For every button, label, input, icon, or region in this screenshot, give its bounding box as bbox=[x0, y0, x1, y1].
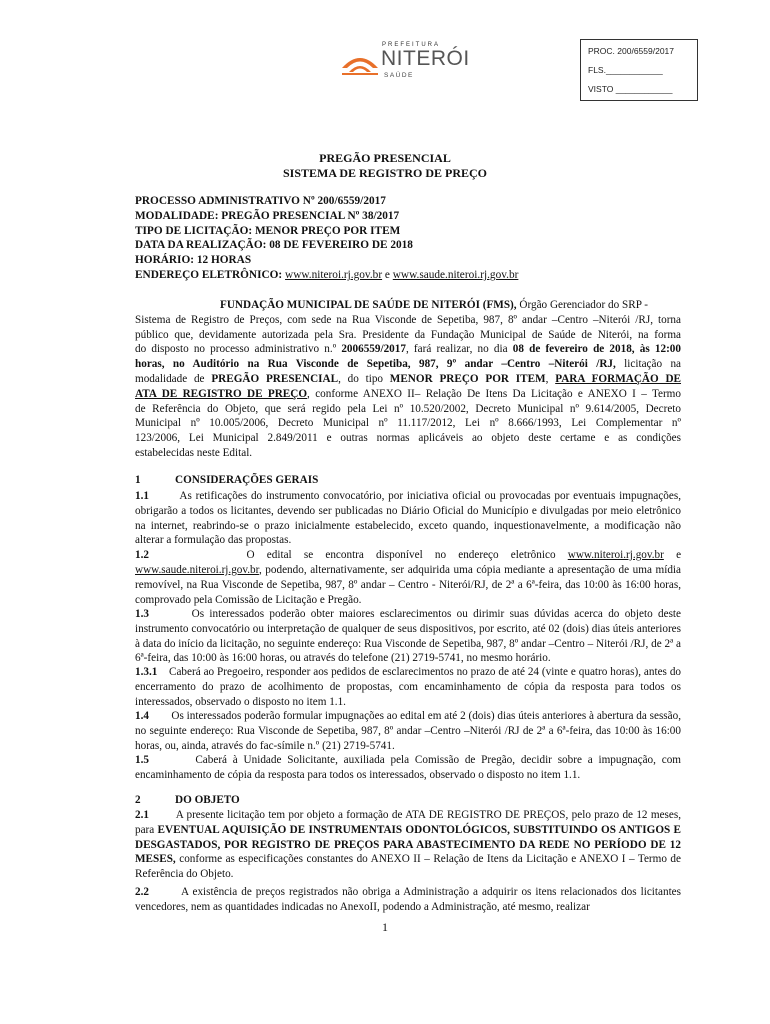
item-text: Os interessados poderão obter maiores esclarecimentos ou dirimir suas dúvidas acerca do objeto deste instrumento convocatório ou interpretação de qualquer de seus dispositivos, por escrito, até 02 (dois) dias úteis anteriores à data do início da licitação, no seguinte endereço: Rua Visconde de Sepetiba, 987, 8º andar –Centro – Niterói /RJ, de 2ª a 6ª-feira, das 10:00 às 16:00 horas, ou através do telefone (21) 2719-5741, no mesmo horário. bbox=[135, 608, 681, 665]
intro-line-5 bbox=[135, 357, 681, 372]
protocol-visto: VISTO ____________ bbox=[588, 84, 673, 94]
item-number: 1.2 bbox=[135, 549, 149, 561]
intro-text: modalidade de bbox=[135, 373, 212, 385]
item-text: e bbox=[676, 549, 682, 561]
intro-text: , do tipo bbox=[338, 373, 390, 385]
paragraph-1-4 bbox=[135, 709, 681, 753]
section-1-number: 1 bbox=[135, 474, 141, 486]
item-text: As retificações do instrumento convocatório, por iniciativa oficial ou provocadas por eventuais impugnações, obrigarão a todos os licitantes, devendo ser publicadas no Diário Oficial do Município e divulgadas por meio eletrônico na internet, reabrindo-se o prazo inicialmente estabelecido, exceto quando, inquestionavelmente, a modificação não alterar a formulação das propostas. bbox=[135, 490, 681, 547]
link-saude-niteroi[interactable]: www.saude.niteroi.rj.gov.br bbox=[135, 564, 259, 576]
item-text: conforme as especificações constantes do ANEXO II – Relação de Itens da Licitação e ANEXO I – Termo de Referência do Objeto. bbox=[135, 853, 681, 881]
intro-text: , conforme ANEXO II– Relação De Itens Da Licitação e ANEXO I – Termo bbox=[307, 388, 681, 400]
data-line: DATA DA REALIZAÇÃO: 08 DE FEVEREIRO DE 2018 bbox=[135, 239, 413, 252]
paragraph-2-1 bbox=[135, 808, 681, 882]
link-saude-niteroi[interactable]: www.saude.niteroi.rj.gov.br bbox=[392, 268, 519, 281]
page-number: 1 bbox=[382, 920, 388, 934]
intro-process-number: 2006559/2017 bbox=[341, 343, 406, 355]
intro-text: , bbox=[545, 373, 556, 385]
intro-line-7 bbox=[135, 387, 681, 402]
item-number: 1.5 bbox=[135, 754, 149, 766]
paragraph-1-2-rest bbox=[135, 563, 681, 607]
item-number: 2.1 bbox=[135, 809, 149, 821]
item-text: Caberá à Unidade Solicitante, auxiliada pela Comissão de Pregão, decidir sobre a impugnação, com encaminhamento de cópia da resposta para todos os interessados, observado o disposto no item 1.1. bbox=[135, 754, 681, 781]
item-number: 1.3 bbox=[135, 608, 149, 620]
processo-line: PROCESSO ADMINISTRATIVO Nº 200/6559/2017 bbox=[135, 195, 386, 207]
page-title: PREGÃO PRESENCIAL bbox=[319, 151, 451, 165]
logo-prefeitura-text: PREFEITURA bbox=[382, 42, 441, 48]
protocol-box bbox=[580, 39, 698, 101]
link-niteroi[interactable]: www.niteroi.rj.gov.br bbox=[567, 549, 664, 561]
intro-location: horas, no Auditório na Rua Visconde de Sepetiba, 987, 9º andar –Centro –Niterói /RJ, bbox=[135, 358, 616, 370]
tipo-line: TIPO DE LICITAÇÃO: MENOR PREÇO POR ITEM bbox=[135, 224, 401, 237]
modalidade-line: MODALIDADE: PREGÃO PRESENCIAL Nº 38/2017 bbox=[135, 209, 400, 222]
intro-line-1 bbox=[220, 298, 681, 313]
intro-ata: ATA DE REGISTRO DE PREÇO bbox=[135, 388, 308, 400]
intro-modalidade: PREGÃO PRESENCIAL bbox=[211, 373, 339, 385]
intro-line-4 bbox=[135, 342, 681, 357]
endereco-label: ENDEREÇO ELETRÔNICO: bbox=[135, 268, 283, 281]
object-description: EVENTUAL AQUISIÇÃO DE INSTRUMENTAIS ODONTOLÓGICOS, SUBSTITUINDO OS ANTIGOS E DESGASTADOS, POR REGISTRO DE PREÇOS PARA ABASTECIMENTO DA REDE NO PERÍODO DE 12 MESES, bbox=[135, 823, 681, 866]
item-text: A presente licitação tem por objeto a formação de ATA DE REGISTRO DE PREÇOS, pelo prazo de 12 meses, para bbox=[135, 809, 682, 836]
intro-tipo: MENOR PREÇO POR ITEM bbox=[389, 373, 546, 385]
item-text: A existência de preços registrados não obriga a Administração a adquirir os itens relacionados dos licitantes vencedores, nem as quantidades indicadas no AnexoII, podendo a Administração, até mesmo, realizar bbox=[135, 886, 681, 913]
section-2-heading: DO OBJETO bbox=[175, 794, 240, 806]
item-text: Caberá ao Pregoeiro, responder aos pedidos de esclarecimentos no prazo de até 24 (vinte e quatro horas), antes do encerramento do prazo de acolhimento de propostas, com encaminhamento de cópia da resposta para todos os interessados, observado o disposto no item 1.1. bbox=[135, 666, 682, 708]
horario-line: HORÁRIO: 12 HORAS bbox=[135, 254, 252, 267]
process-info bbox=[135, 194, 518, 283]
intro-line-2: Sistema de Registro de Preços, com sede na Rua Visconde de Sepetiba, 987, 8º andar –Centro –Niterói /RJ, torna bbox=[135, 314, 681, 326]
section-1-heading: CONSIDERAÇÕES GERAIS bbox=[175, 474, 319, 486]
paragraph-2-2 bbox=[135, 885, 681, 915]
item-number: 1.4 bbox=[135, 710, 149, 722]
item-number: 1.3.1 bbox=[135, 666, 158, 678]
logo-city-text: NITERÓI bbox=[381, 47, 470, 70]
paragraph-1-2-line-1 bbox=[135, 548, 681, 563]
endereco-line bbox=[135, 268, 518, 283]
item-text: , podendo, alternativamente, ser adquirida uma cópia mediante a apresentação de uma mídia removível, na Rua Visconde de Sepetiba, 987, 8º andar – Centro - Niterói/RJ, de 2ª a 6ª-feira, das 10:00 às 16:00 horas, comprovado pela Comissão de Licitação e Pregão. bbox=[135, 564, 681, 606]
paragraph-1-3-1 bbox=[135, 665, 681, 709]
logo-sub-text: SAÚDE bbox=[384, 72, 414, 79]
item-number: 2.2 bbox=[135, 886, 149, 898]
intro-line-8: de Referência do Objeto, que será regido pela Lei nº 10.520/2002, Decreto Municipal nº 9.614/2005, Decreto bbox=[135, 403, 681, 415]
item-text: O edital se encontra disponível no endereço eletrônico bbox=[246, 549, 556, 561]
intro-text: , fará realizar, no dia bbox=[405, 343, 513, 355]
protocol-proc: PROC. 200/6559/2017 bbox=[588, 46, 675, 56]
intro-line-6 bbox=[135, 372, 681, 387]
logo-mark-icon bbox=[340, 40, 380, 76]
intro-line-11: estabelecidas neste Edital. bbox=[135, 447, 253, 459]
section-2-number: 2 bbox=[135, 794, 141, 806]
intro-text: Órgão Gerenciador do SRP - bbox=[516, 299, 649, 311]
niteroi-saude-logo bbox=[340, 40, 480, 90]
item-text: Os interessados poderão formular impugnações ao edital em até 2 (dois) dias úteis anteriores à abertura da sessão, no seguinte endereço: Rua Visconde de Sepetiba, 987, 8º andar –Centro –Niterói /RJ de 2ª a 6ª-feira, das 10:00 às 16:00 horas, ou, ainda, através do fac-símile n.º (21) 2719-5741. bbox=[135, 710, 682, 752]
protocol-fls: FLS.____________ bbox=[588, 65, 663, 75]
link-niteroi[interactable]: www.niteroi.rj.gov.br bbox=[285, 268, 383, 281]
item-number: 1.1 bbox=[135, 490, 149, 502]
intro-date: 08 de fevereiro de 2018, às 12:00 bbox=[512, 343, 681, 355]
intro-line-10: 123/2006, Lei Municipal 2.849/2011 e outras normas aplicáveis ao objeto deste certame e as condições bbox=[135, 432, 681, 444]
intro-text: licitação na bbox=[615, 358, 682, 370]
endereco-sep: e bbox=[382, 268, 393, 281]
page-subtitle: SISTEMA DE REGISTRO DE PREÇO bbox=[282, 166, 488, 180]
paragraph-1-3 bbox=[135, 607, 681, 666]
intro-text: do disposto no processo administrativo n.º bbox=[135, 343, 342, 355]
paragraph-1-1 bbox=[135, 489, 681, 548]
intro-line-9: Municipal nº 10.005/2006, Decreto Municipal nº 11.117/2012, Lei nº 8.666/1993, Lei Complementar nº bbox=[135, 417, 681, 429]
intro-formacao: PARA FORMAÇÃO DE bbox=[555, 373, 682, 385]
intro-entity: FUNDAÇÃO MUNICIPAL DE SAÚDE DE NITERÓI (FMS), bbox=[220, 299, 517, 311]
paragraph-1-5 bbox=[135, 753, 681, 783]
intro-line-3: público que, devidamente autorizada pela Sra. Presidente da Fundação Municipal de Saúde de Niterói, na forma bbox=[135, 329, 681, 341]
